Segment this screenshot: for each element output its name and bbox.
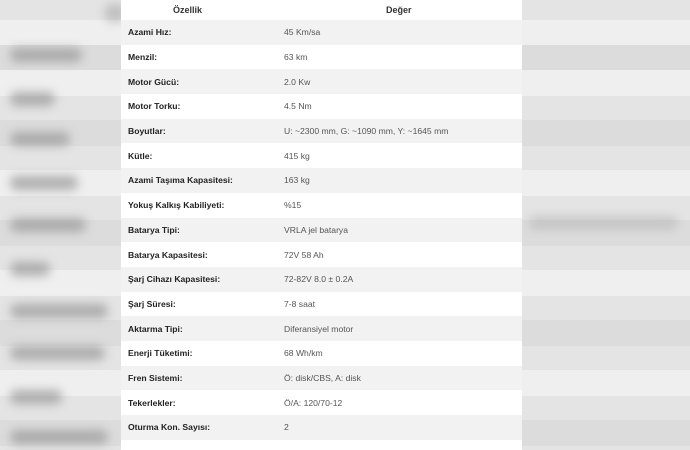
spec-label: Azami Taşıma Kapasitesi: [121,168,278,193]
spec-value: 63 km [278,45,522,70]
spec-value: U: ~2300 mm, G: ~1090 mm, Y: ~1645 mm [278,119,522,144]
table-row [121,267,522,292]
spec-label: Yokuş Kalkış Kabiliyeti: [121,193,278,218]
table-row [121,390,522,415]
table-row [121,45,522,70]
spec-value: %15 [278,193,522,218]
table-row [121,242,522,267]
table-row [121,366,522,391]
spec-value: 72V 58 Ah [278,242,522,267]
spec-table-container [121,0,522,450]
table-row [121,119,522,144]
table-row [121,193,522,218]
table-row [121,292,522,317]
table-row [121,94,522,119]
spec-label: Boyutlar: [121,119,278,144]
spec-value: 45 Km/sa [278,20,522,45]
table-row [121,143,522,168]
spec-label: Fren Sistemi: [121,366,278,391]
spec-label: Batarya Kapasitesi: [121,242,278,267]
column-header-feature: Özellik [121,0,278,20]
table-row [121,316,522,341]
table-row [121,168,522,193]
spec-label: Motor Gücü: [121,69,278,94]
spec-label: Şarj Cihazı Kapasitesi: [121,267,278,292]
column-header-value: Değer [278,0,522,20]
spec-label: Aktarma Tipi: [121,316,278,341]
spec-label: Kütle: [121,143,278,168]
spec-value: 4.5 Nm [278,94,522,119]
spec-label: Batarya Tipi: [121,218,278,243]
spec-label: Şarj Süresi: [121,292,278,317]
spec-value: 163 kg [278,168,522,193]
spec-table [121,0,522,440]
spec-value: VRLA jel batarya [278,218,522,243]
table-header-row [121,0,522,20]
table-row [121,69,522,94]
spec-value: 2 [278,415,522,440]
spec-label: Azami Hız: [121,20,278,45]
spec-value: Ö/A: 120/70-12 [278,390,522,415]
spec-value: 2.0 Kw [278,69,522,94]
spec-value: 72-82V 8.0 ± 0.2A [278,267,522,292]
spec-label: Enerji Tüketimi: [121,341,278,366]
spec-label: Oturma Kon. Sayısı: [121,415,278,440]
table-row [121,341,522,366]
spec-value: 7-8 saat [278,292,522,317]
spec-label: Motor Torku: [121,94,278,119]
spec-value: Diferansiyel motor [278,316,522,341]
spec-value: Ö: disk/CBS, A: disk [278,366,522,391]
spec-value: 68 Wh/km [278,341,522,366]
table-row [121,415,522,440]
spec-label: Tekerlekler: [121,390,278,415]
spec-label: Menzil: [121,45,278,70]
spec-value: 415 kg [278,143,522,168]
table-row [121,218,522,243]
table-row [121,20,522,45]
